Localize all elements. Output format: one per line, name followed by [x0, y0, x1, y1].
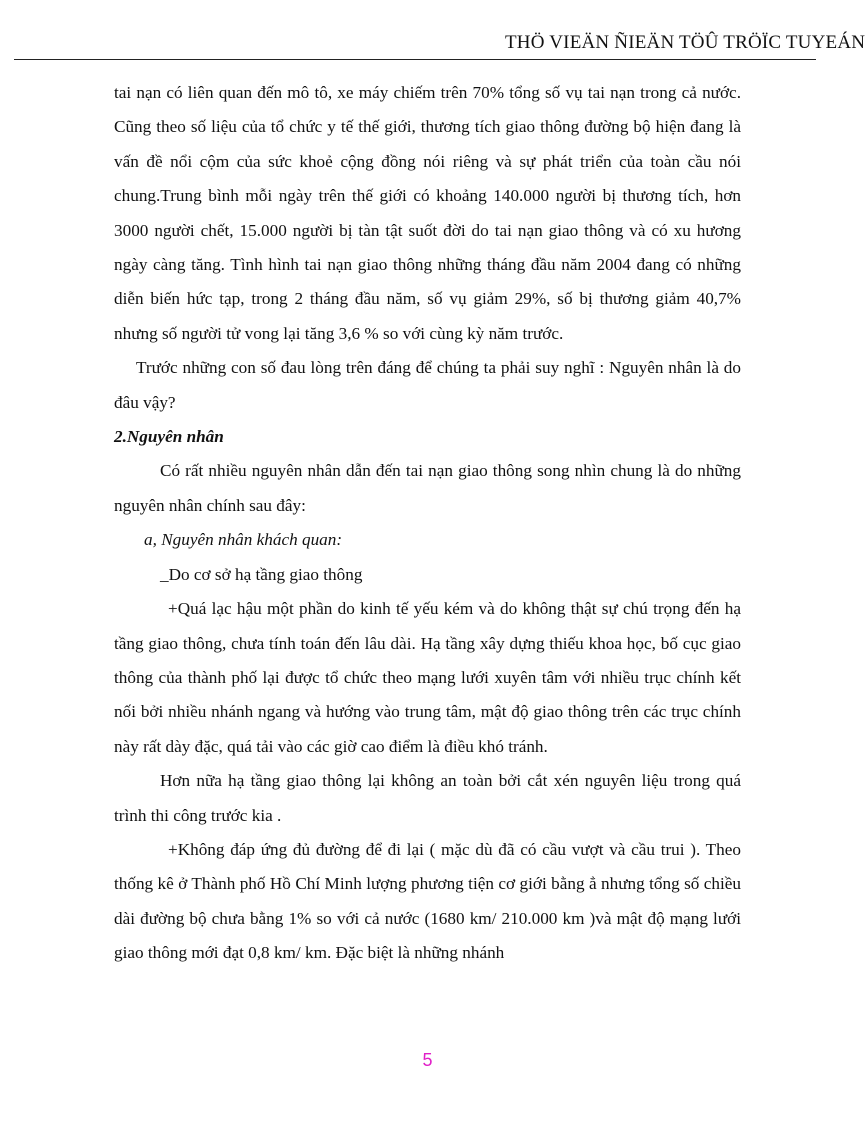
section-heading-causes: 2.Nguyên nhân — [114, 427, 224, 447]
paragraph-causes-intro: Có rất nhiều nguyên nhân dẫn đến tai nạn giao thông song nhìn chung là do những nguyên nhân chính sau đây: — [114, 461, 741, 515]
paragraph-question: Trước những con số đau lòng trên đáng để chúng ta phải suy nghĩ : Nguyên nhân là do đâu vậy? — [114, 358, 741, 412]
header-divider — [14, 59, 816, 60]
page-number: 5 — [422, 1050, 433, 1070]
bullet-infrastructure: _Do cơ sở hạ tầng giao thông — [160, 564, 363, 584]
paragraph-outdated-infrastructure: +Quá lạc hậu một phần do kinh tế yếu kém và do không thật sự chú trọng đến hạ tầng giao thông, chưa tính toán đến lâu dài. Hạ tầng xây dựng thiếu khoa học, bố cục giao thông của thành phố lại được tổ chức theo mạng lưới xuyên tâm với nhiều trục chính kết nối bởi nhiều nhánh ngang và hướng vào trung tâm, mật độ giao thông trên các trục chính này rất dày đặc, quá tải vào các giờ cao điểm là điều khó tránh. — [114, 599, 741, 756]
paragraph-unsafe-infrastructure: Hơn nữa hạ tầng giao thông lại không an toàn bởi cắt xén nguyên liệu trong quá trình thi công trước kia . — [114, 771, 741, 825]
paragraph-accident-statistics: tai nạn có liên quan đến mô tô, xe máy chiếm trên 70% tổng số vụ tai nạn trong cả nước. Cũng theo số liệu của tổ chức y tế thế giới, thương tích giao thông đường bộ hiện đang là vấn đề nổi cộm của sức khoẻ cộng đồng nói riêng và sự phát triển của toàn cầu nói chung.Trung bình mỗi ngày trên thế giới có khoảng 140.000 người bị thương tích, hơn 3000 người chết, 15.000 người bị tàn tật suốt đời do tai nạn giao thông và có xu hương ngày càng tăng. Tình hình tai nạn giao thông những tháng đầu năm 2004 đang có những diễn biến hức tạp, trong 2 tháng đầu năm, số vụ giảm 29%, số bị thương giảm 40,7% nhưng số người tử vong lại tăng 3,6 % so với cùng kỳ năm trước. — [114, 83, 741, 343]
subheading-objective-causes: a, Nguyên nhân khách quan: — [144, 530, 343, 550]
paragraph-insufficient-roads: +Không đáp ứng đủ đường để đi lại ( mặc dù đã có cầu vượt và cầu trui ). Theo thống kê ở Thành phố Hồ Chí Minh lượng phương tiện cơ giới bằng ẳ nhưng tổng số chiều dài đường bộ chưa bằng 1% so với cả nước (1680 km/ 210.000 km )và mật độ mạng lưới giao thông mới đạt 0,8 km/ km. Đặc biệt là những nhánh — [114, 839, 741, 963]
document-body — [114, 76, 741, 971]
header-title: THÖ VIEÄN ÑIEÄN TÖÛ TRÖÏC TUYEÁN — [505, 32, 865, 53]
